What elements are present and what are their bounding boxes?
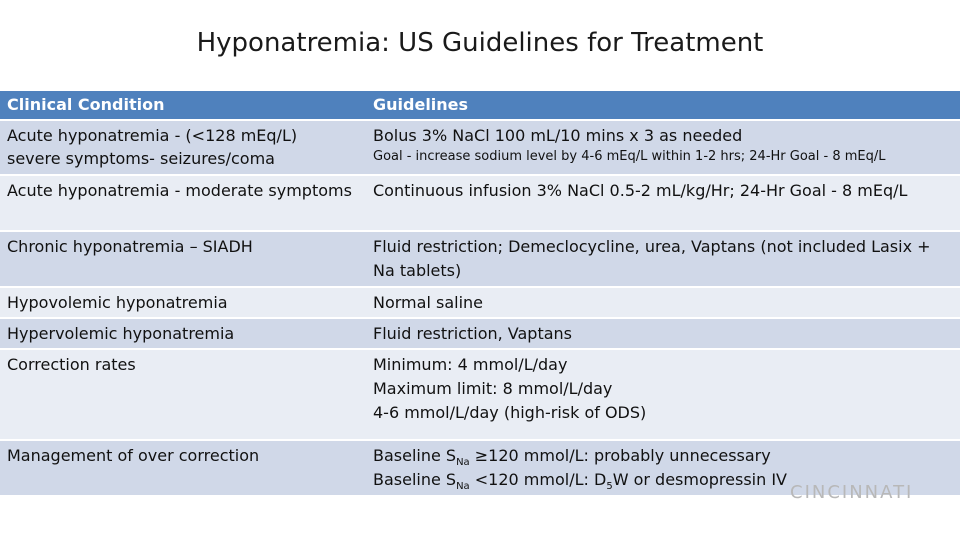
guideline-cell: Minimum: 4 mmol/L/day Maximum limit: 8 mmol/L/day 4-6 mmol/L/day (high-risk of ODS) bbox=[373, 355, 647, 422]
guideline-cell: Continuous infusion 3% NaCl 0.5-2 mL/kg/Hr; 24-Hr Goal - 8 mEq/L bbox=[373, 181, 908, 200]
table-row bbox=[0, 232, 960, 288]
header-guidelines: Guidelines bbox=[373, 95, 469, 114]
guidelines-table bbox=[0, 91, 960, 497]
condition-cell: Correction rates bbox=[7, 355, 136, 374]
table-header-row bbox=[0, 91, 960, 121]
condition-cell: Hypovolemic hyponatremia bbox=[7, 293, 228, 312]
table-row bbox=[0, 288, 960, 319]
condition-cell: Acute hyponatremia - moderate symptoms bbox=[7, 181, 352, 200]
condition-cell: Acute hyponatremia - (<128 mEq/L) severe symptoms- seizures/coma bbox=[7, 126, 298, 168]
guideline-cell: Baseline $S_{Na} \ge 120$ mmol/L: probably unnecessary Baseline $S_{Na} <120$ mmol/L: $D_5W$ or desmopressin IV bbox=[373, 446, 787, 493]
slide-title: Hyponatremia: US Guidelines for Treatment bbox=[196, 28, 764, 58]
condition-cell: Management of over correction bbox=[7, 446, 260, 465]
condition-cell: Hypervolemic hyponatremia bbox=[7, 324, 235, 343]
guideline-cell: Fluid restriction; Demeclocycline, urea, Vaptans (not included Lasix + Na tablets) bbox=[373, 237, 931, 280]
guideline-cell: Bolus 3% NaCl 100 mL/10 mins x 3 as needed Goal - increase sodium level by 4-6 mEq/L within 1-2 hrs; 24-Hr Goal - 8 mEq/L bbox=[373, 126, 886, 164]
table-row bbox=[0, 319, 960, 350]
header-clinical-condition: Clinical Condition bbox=[7, 95, 165, 114]
table-row bbox=[0, 121, 960, 176]
table-row bbox=[0, 176, 960, 232]
guideline-cell: Fluid restriction, Vaptans bbox=[373, 324, 573, 343]
logo-watermark: CINCINNATI bbox=[790, 482, 914, 503]
table-row bbox=[0, 350, 960, 441]
guideline-cell: Normal saline bbox=[373, 293, 483, 312]
condition-cell: Chronic hyponatremia – SIADH bbox=[7, 237, 253, 256]
